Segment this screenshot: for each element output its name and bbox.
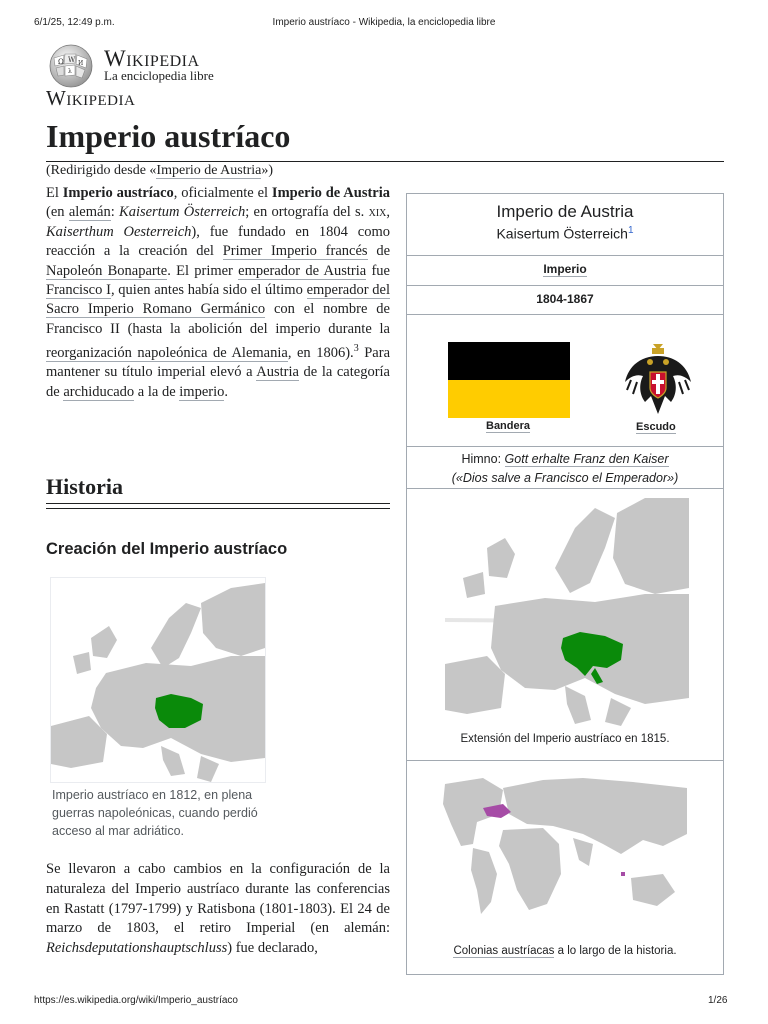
lead-link[interactable]: alemán xyxy=(68,204,111,221)
lead-text: El xyxy=(46,185,63,201)
lead-text: ; en ortografía del s. xyxy=(245,204,369,221)
map-austrian-empire-1815[interactable] xyxy=(445,498,689,726)
subsection-heading-creacion: Creación del Imperio austríaco xyxy=(46,540,288,558)
history-text: Se llevaron a cabo cambios en la configuración de la naturaleza del Imperio austríaco durante las conferencias en Rastatt (1797-1799) y Ratisbona (1801-1803). El 24 de marzo de 1803, el retiro Imperial (en alemán: xyxy=(46,861,390,937)
lead-text: Kaisertum Österreich xyxy=(119,204,246,221)
infobox-separator xyxy=(407,285,723,286)
lead-paragraph xyxy=(46,184,390,402)
lead-link[interactable]: Primer Imperio francés xyxy=(222,243,368,260)
svg-text:Ω: Ω xyxy=(58,58,64,66)
lead-text: fue xyxy=(366,262,390,279)
history-text: Reichsdeputationshauptschluss xyxy=(46,940,228,957)
redirect-suffix: ») xyxy=(261,163,274,178)
infobox-separator xyxy=(407,314,723,315)
lead-link[interactable]: Napoleón Bonaparte xyxy=(46,262,168,279)
coat-of-arms-icon[interactable] xyxy=(623,342,693,418)
colonies-link[interactable]: Colonias austríacas xyxy=(453,945,555,957)
title-divider xyxy=(46,161,724,162)
colonies-caption-rest: a lo largo de la historia. xyxy=(554,945,677,957)
redirect-link[interactable]: Imperio de Austria xyxy=(156,163,262,178)
infobox-separator xyxy=(407,488,723,489)
print-page-title: Imperio austríaco - Wikipedia, la enciclopedia libre xyxy=(272,17,496,28)
section-divider-top xyxy=(46,503,390,504)
lead-text: a la de xyxy=(134,383,180,400)
redirect-notice xyxy=(46,163,273,179)
infobox-footnote-ref[interactable]: 1 xyxy=(627,225,634,236)
lead-text: : xyxy=(110,204,120,221)
lead-link[interactable]: imperio xyxy=(179,383,225,400)
infobox-type xyxy=(407,262,723,276)
lead-text: . xyxy=(224,383,228,400)
lead-text: de la categoría de xyxy=(46,364,390,400)
anthem-prefix: Himno: xyxy=(461,452,505,466)
flag-label[interactable]: Bandera xyxy=(486,420,531,432)
coat-label[interactable]: Escudo xyxy=(636,421,676,433)
lead-text: , xyxy=(386,204,390,221)
svg-text:λ: λ xyxy=(68,68,72,75)
section-divider-bottom xyxy=(46,508,390,509)
lead-text: Para mantener su título imperial elevó a xyxy=(46,345,390,381)
lead-text: de xyxy=(367,243,390,260)
lead-link[interactable]: Austria xyxy=(256,364,299,381)
infobox-title: Imperio de Austria xyxy=(496,202,634,221)
wikipedia-wordmark-secondary[interactable]: Wikipedia xyxy=(46,86,136,110)
wikipedia-wordmark[interactable]: Wikipedia xyxy=(104,46,200,71)
wikipedia-tagline: La enciclopedia libre xyxy=(104,68,214,83)
lead-text: , quien antes había sido el último xyxy=(110,282,307,299)
map-caption-1815: Extensión del Imperio austríaco en 1815. xyxy=(460,733,670,745)
infobox-separator xyxy=(407,255,723,256)
lead-text: (en xyxy=(46,204,69,221)
print-datetime: 6/1/25, 12:49 p.m. xyxy=(34,17,115,28)
infobox-separator xyxy=(407,446,723,447)
infobox-type-link[interactable]: Imperio xyxy=(543,262,587,276)
anthem-link[interactable]: Gott erhalte Franz den Kaiser xyxy=(504,452,669,466)
flag-stripe-gold xyxy=(448,380,570,418)
map-austrian-colonies[interactable] xyxy=(443,774,687,942)
lead-text: , oficialmente el xyxy=(173,185,272,201)
lead-link[interactable]: emperador de Austria xyxy=(238,262,367,279)
flag-image[interactable] xyxy=(448,342,570,418)
redirect-prefix: (Redirigido desde « xyxy=(46,163,157,178)
infobox-separator xyxy=(407,760,723,761)
lead-text: Imperio de Austria xyxy=(271,185,391,201)
figure-caption-1812: Imperio austríaco en 1812, en plena guerras napoleónicas, cuando perdió acceso al mar adriático. xyxy=(52,788,258,838)
page-title: Imperio austríaco xyxy=(46,118,291,154)
anthem xyxy=(407,450,723,488)
svg-text:W: W xyxy=(68,56,76,64)
map-austrian-empire-1812[interactable] xyxy=(50,577,266,783)
lead-text[interactable]: 3 xyxy=(353,343,359,355)
lead-text: ), fue fundado en 1804 como reacción a la creación del xyxy=(46,223,390,260)
print-page-number: 1/26 xyxy=(708,995,728,1006)
lead-text: Kaiserthum Oesterreich xyxy=(46,223,192,240)
map-caption-colonies xyxy=(407,945,723,957)
print-url: https://es.wikipedia.org/wiki/Imperio_austríaco xyxy=(34,995,238,1006)
lead-text: con el nombre de Francisco II (hasta la abolición del imperio durante la xyxy=(46,301,390,337)
svg-text:И: И xyxy=(78,60,84,67)
infobox-years: 1804-1867 xyxy=(536,292,594,306)
section-heading-historia: Historia xyxy=(46,474,123,499)
history-text: ) fue declarado, xyxy=(227,940,318,957)
history-paragraph xyxy=(46,860,390,959)
lead-link[interactable]: archiducado xyxy=(63,383,135,400)
lead-link[interactable]: reorganización napoleónica de Alemania xyxy=(46,345,288,362)
lead-link[interactable]: Francisco I xyxy=(46,282,111,299)
wikipedia-globe-icon[interactable] xyxy=(46,44,96,88)
lead-text: Imperio austríaco xyxy=(62,185,174,201)
infobox xyxy=(406,193,724,975)
lead-text: . El primer xyxy=(167,262,239,279)
lead-text: xix xyxy=(368,204,387,221)
lead-text: , en 1806). xyxy=(287,345,354,362)
lead-link[interactable]: emperador del Sacro Imperio Romano Germánico xyxy=(46,282,390,318)
flag-stripe-black xyxy=(448,342,570,380)
infobox-subtitle: Kaisertum Österreich$^1$ xyxy=(496,225,634,242)
anthem-translation: («Dios salve a Francisco el Emperador») xyxy=(451,471,679,485)
